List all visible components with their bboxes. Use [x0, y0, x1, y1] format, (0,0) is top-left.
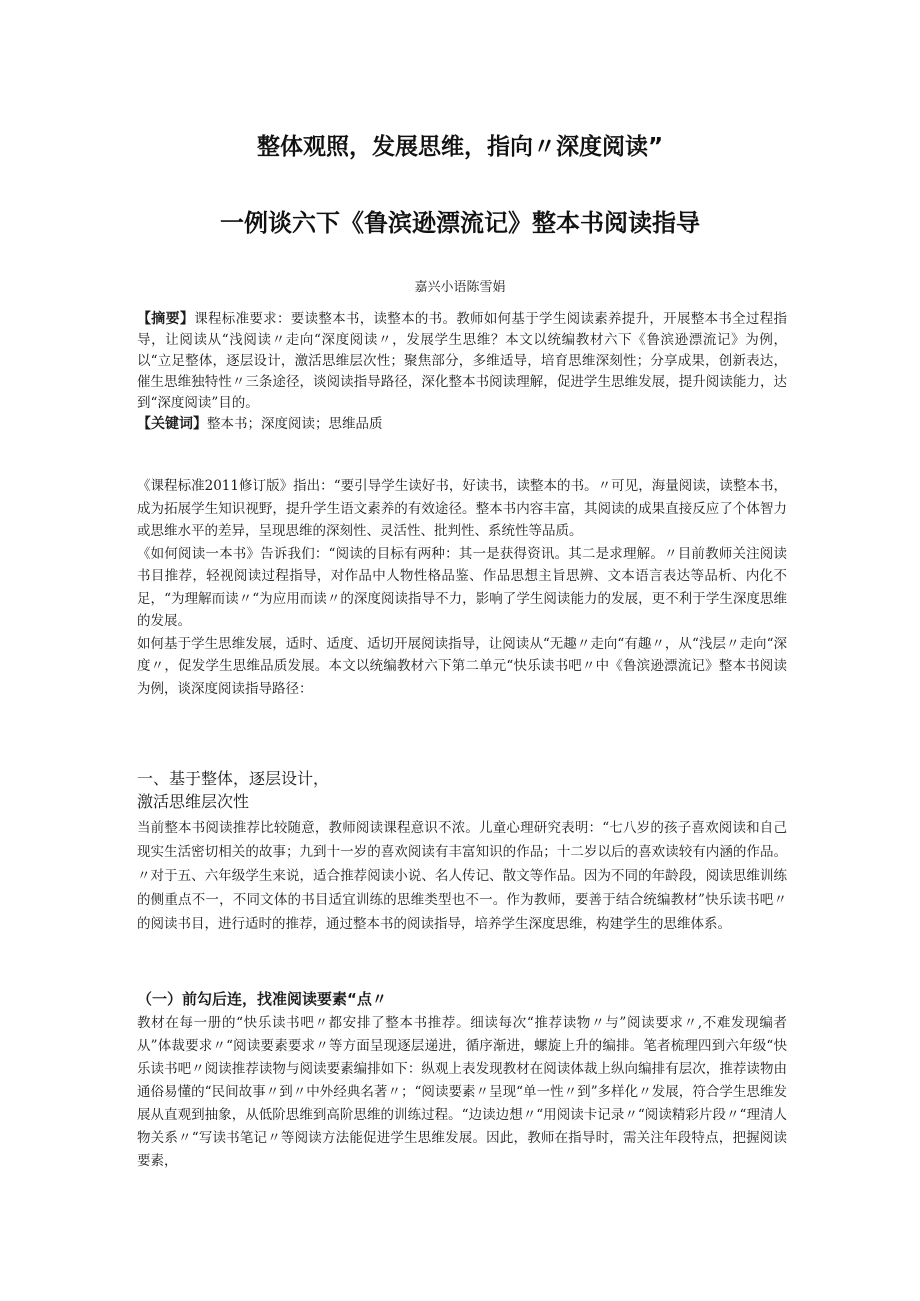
abstract-text: 课程标准要求：要读整本书，读整本的书。教师如何基于学生阅读素养提升，开展整本书全过程指导，让阅读从“浅阅读〃走向“深度阅读〃，发展学生思维？本文以统编教材六下《鲁滨逊漂流记》为例，以“立足整体，逐层设计，激活思维层次性；聚焦部分，多维适导，培育思维深刻性；分享成果，创新表达，催生思维独特性〃三条途径，谈阅读指导路径，深化整本书阅读理解，促进学生思维发展，提升阅读能力，达到“深度阅读”目的。 — [137, 311, 788, 411]
section-heading-line2: 激活思维层次性 — [137, 792, 250, 811]
subsection-heading: （一）前勾后连，找准阅读要素“点〃 — [137, 990, 387, 1008]
abstract-paragraph — [137, 309, 787, 414]
keywords-label: 【关键词】 — [137, 416, 207, 432]
section-body — [137, 816, 787, 936]
document-title: 整体观照，发展思维，指向〃深度阅读” — [256, 134, 664, 160]
section-paragraph: 当前整本书阅读推荐比较随意，教师阅读课程意识不浓。儿童心理研究表明：“七八岁的孩子喜欢阅读和自己现实生活密切相关的故事；九到十一岁的喜欢阅读有丰富知识的作品；十二岁以后的喜欢读较有内涵的作品。〃对于五、六年级学生来说，适合推荐阅读小说、名人传记、散文等作品。因为不同的年龄段，阅读思维训练的侧重点不一，不同文体的书目适宜训练的思维类型也不一。作为教师，要善于结合统编教材”快乐读书吧〃的阅读书目，进行适时的推荐，通过整本书的阅读指导，培养学生深度思维，构建学生的思维体系。 — [137, 820, 787, 932]
author-line: 嘉兴小语陈雪娟 — [414, 280, 506, 295]
abstract-block — [137, 309, 787, 435]
document-subtitle: 一例谈六下《鲁滨逊漂流记》整本书阅读指导 — [220, 209, 700, 237]
subsection-paragraph: 教材在每一册的“快乐读书吧〃都安排了整本书推荐。细读每次“推荐读物〃与”阅读要求〃,不难发现编者从”体裁要求〃“阅读要素要求〃等方面呈现逐层递进，循序渐进，螺旋上升的编排。笔者梳理四到六年级“快乐读书吧〃阅读推荐读物与阅读要素编排如下：纵观上表发现教材在阅读体裁上纵向编排有层次，推荐读物由通俗易懂的“民间故事〃到〃中外经典名著〃；“阅读要素〃呈现“单一性〃到”多样化〃发展，符合学生思维发展从直观到抽象，从低阶思维到高阶思维的训练过程。“边读边想〃“用阅读卡记录〃“阅读精彩片段〃“理清人物关系〃“写读书笔记〃等阅读方法能促进学生思维发展。因此，教师在指导时，需关注年段特点，把握阅读要素， — [137, 1015, 787, 1169]
subsection-body — [137, 1012, 787, 1173]
intro-paragraph: 《课程标准2011修订版》指出：“要引导学生读好书，好读书，读整本的书。〃可见，海量阅读，读整本书，成为拓展学生知识视野，提升学生语文素养的有效途径。整本书内容丰富，其阅读的成果直接反应了个体智力或思维水平的差异，呈现思维的深刻性、灵活性、批判性、系统性等品质。 — [137, 478, 787, 539]
keywords-text: 整本书；深度阅读；思维品质 — [207, 416, 383, 432]
section-heading — [137, 767, 787, 813]
section-heading-line1: 一、基于整体，逐层设计， — [137, 769, 330, 788]
intro-paragraph: 如何基于学生思维发展，适时、适度、适切开展阅读指导，让阅读从“无趣〃走向“有趣〃，从“浅层〃走向“深度〃，促发学生思维品质发展。本文以统编教材六下第二单元“快乐读书吧〃中《鲁滨逊漂流记》整本书阅读为例，谈深度阅读指导路径： — [137, 635, 787, 697]
abstract-label: 【摘要】 — [137, 311, 195, 327]
intro-block — [137, 475, 787, 700]
intro-paragraph: 《如何阅读一本书》告诉我们：“阅读的目标有两种：其一是获得资讯。其二是求理解。〃目前教师关注阅读书目推荐，轻视阅读过程指导，对作品中人物性格品鉴、作品思想主旨思辨、文本语言表达等品析、内化不足，“为理解而读〃“为应用而读〃的深度阅读指导不力，影响了学生阅读能力的发展，更不利于学生深度思维的发展。 — [137, 545, 787, 629]
keywords-paragraph — [137, 414, 787, 435]
